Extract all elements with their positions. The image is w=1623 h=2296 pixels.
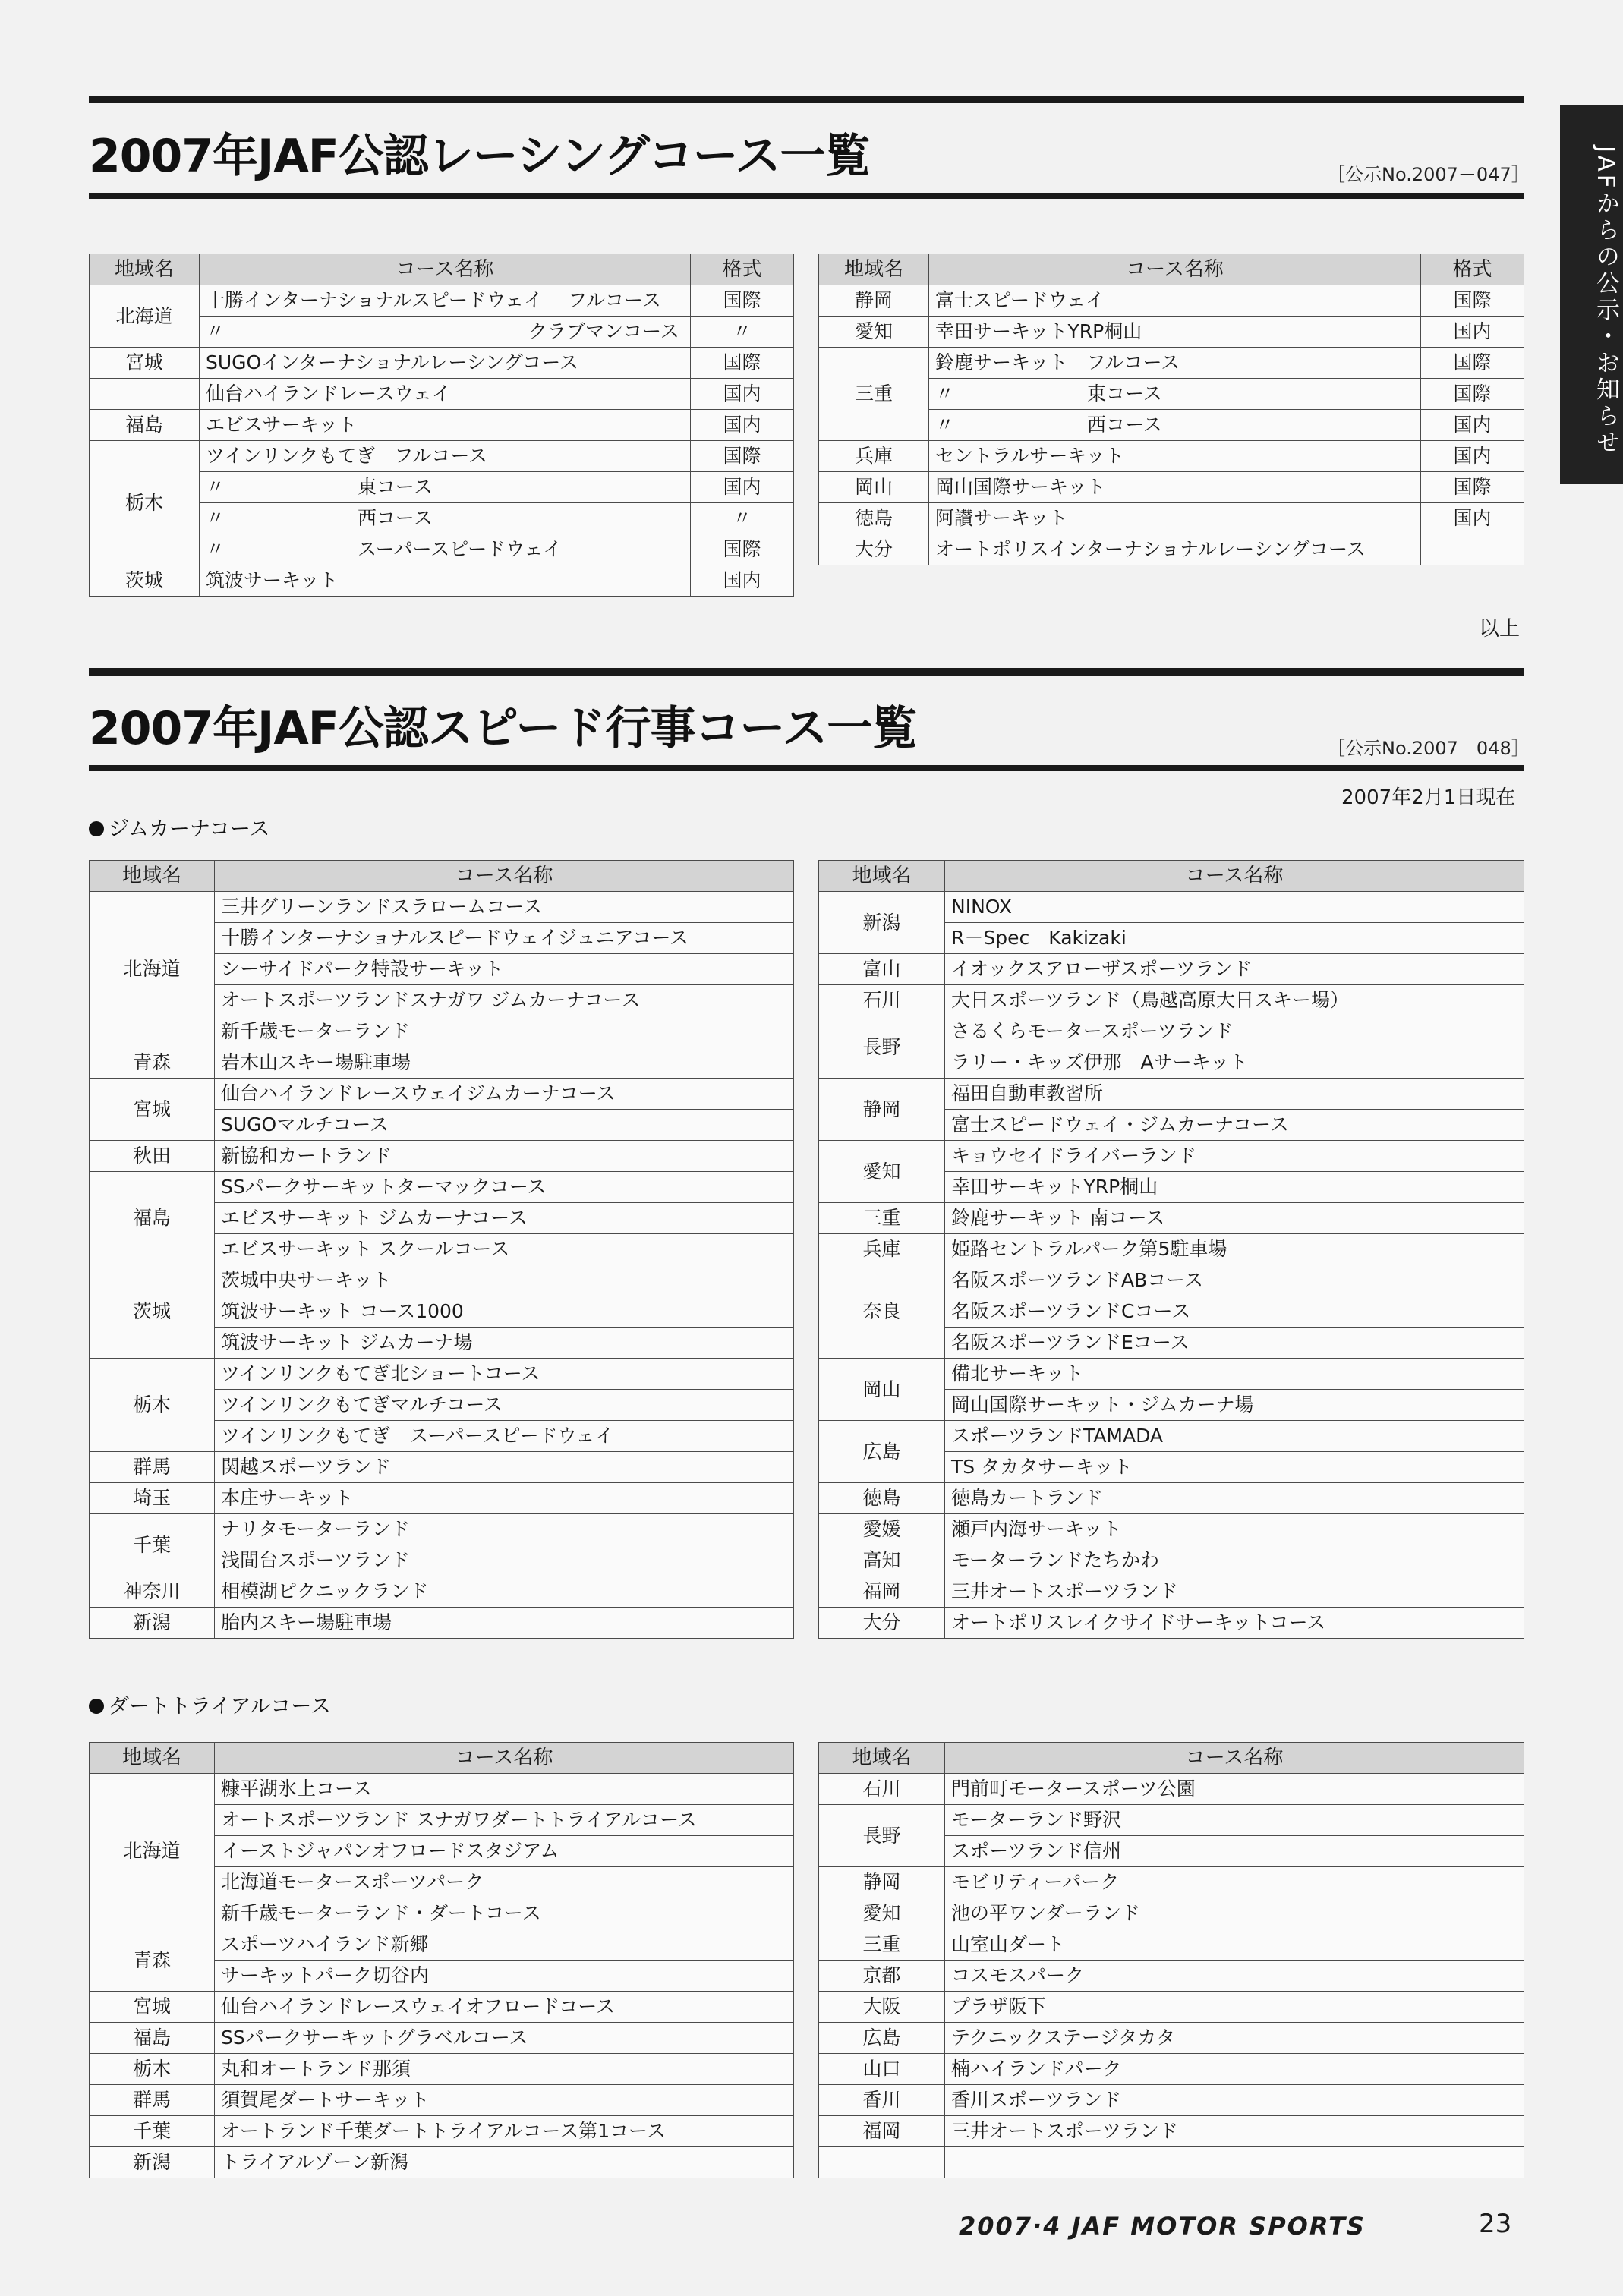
region-cell: 青森 bbox=[90, 1929, 215, 1992]
table-row bbox=[819, 1234, 1524, 1265]
region-cell: 福島 bbox=[90, 1172, 215, 1265]
course-name-cell: 名阪スポーツランドCコース bbox=[945, 1296, 1524, 1328]
course-name-cell: モーターランド野沢 bbox=[945, 1805, 1524, 1836]
table-row bbox=[819, 1421, 1524, 1452]
course-name-cell: SSパークサーキットターマックコース bbox=[215, 1172, 794, 1203]
table-row bbox=[819, 1961, 1524, 1992]
column-header: 地域名 bbox=[90, 254, 200, 285]
course-name-cell: R－Spec Kakizaki bbox=[945, 923, 1524, 954]
format-cell: 国際 bbox=[1421, 472, 1524, 503]
column-header: 地域名 bbox=[90, 1743, 215, 1774]
page-number: 23 bbox=[1479, 2209, 1512, 2239]
course-name-cell: 大日スポーツランド（鳥越高原大日スキー場） bbox=[945, 985, 1524, 1016]
region-cell: 北海道 bbox=[90, 892, 215, 1047]
region-cell: 香川 bbox=[819, 2085, 945, 2116]
course-name-cell: スポーツランドTAMADA bbox=[945, 1421, 1524, 1452]
column-header: 格式 bbox=[1421, 254, 1524, 285]
ijou-text: 以上 bbox=[1479, 617, 1520, 641]
region-cell: 兵庫 bbox=[819, 1234, 945, 1265]
table-row bbox=[819, 2147, 1524, 2178]
course-name-cell: 幸田サーキットYRP桐山 bbox=[945, 1172, 1524, 1203]
course-name-cell: トライアルゾーン新潟 bbox=[215, 2147, 794, 2178]
gymkhana-heading bbox=[89, 812, 270, 842]
table-row bbox=[90, 285, 794, 317]
region-cell: 千葉 bbox=[90, 2116, 215, 2147]
format-cell: 国際 bbox=[691, 534, 794, 565]
region-cell: 北海道 bbox=[90, 1774, 215, 1929]
dirt-table-left bbox=[89, 1742, 794, 2178]
course-name-cell: 名阪スポーツランドEコース bbox=[945, 1328, 1524, 1359]
region-cell: 徳島 bbox=[819, 1483, 945, 1514]
region-cell: 長野 bbox=[819, 1016, 945, 1079]
course-name-cell: 本庄サーキット bbox=[215, 1483, 794, 1514]
format-cell: 国際 bbox=[1421, 348, 1524, 379]
region-cell: 大分 bbox=[819, 1608, 945, 1639]
table-row bbox=[90, 1992, 794, 2023]
course-name-cell: 胎内スキー場駐車場 bbox=[215, 1608, 794, 1639]
table-header-row bbox=[90, 254, 794, 285]
course-name-cell: 仙台ハイランドレースウェイオフロードコース bbox=[215, 1992, 794, 2023]
region-cell: 奈良 bbox=[819, 1265, 945, 1359]
section2-bottom-rule bbox=[89, 765, 1524, 771]
column-header: コース名称 bbox=[929, 254, 1421, 285]
region-cell: 三重 bbox=[819, 1203, 945, 1234]
region-cell: 広島 bbox=[819, 2023, 945, 2054]
course-name-cell: 丸和オートランド那須 bbox=[215, 2054, 794, 2085]
table-row bbox=[90, 1514, 794, 1545]
table-row bbox=[819, 1992, 1524, 2023]
table-row bbox=[819, 1576, 1524, 1608]
course-name-cell: オートポリスレイクサイドサーキットコース bbox=[945, 1608, 1524, 1639]
column-header: コース名称 bbox=[945, 1743, 1524, 1774]
table-row bbox=[819, 1141, 1524, 1172]
region-cell bbox=[90, 379, 200, 410]
region-cell: 愛知 bbox=[819, 317, 929, 348]
gymkhana-table-right bbox=[818, 860, 1524, 1639]
region-cell: 愛知 bbox=[819, 1898, 945, 1929]
region-cell: 静岡 bbox=[819, 1079, 945, 1141]
region-cell: 徳島 bbox=[819, 503, 929, 534]
region-cell: 三重 bbox=[819, 348, 929, 441]
course-name-cell: オートポリスインターナショナルレーシングコース bbox=[929, 534, 1421, 565]
course-name-cell: エビスサーキット スクールコース bbox=[215, 1234, 794, 1265]
course-name-cell: ツインリンクもてぎ フルコース bbox=[200, 441, 691, 472]
table-row bbox=[819, 2085, 1524, 2116]
table-row bbox=[819, 1016, 1524, 1047]
course-name-cell: オートランド千葉ダートトライアルコース第1コース bbox=[215, 2116, 794, 2147]
region-cell: 愛知 bbox=[819, 1141, 945, 1203]
table-header-row bbox=[819, 1743, 1524, 1774]
table-row bbox=[90, 1576, 794, 1608]
course-name-cell: 筑波サーキット ジムカーナ場 bbox=[215, 1328, 794, 1359]
table-row bbox=[90, 565, 794, 597]
course-name-cell: 仙台ハイランドレースウェイ bbox=[200, 379, 691, 410]
table-row bbox=[90, 1079, 794, 1110]
course-name-cell: 〃 クラブマンコース bbox=[200, 317, 691, 348]
course-name-cell: 池の平ワンダーランド bbox=[945, 1898, 1524, 1929]
table-row bbox=[90, 1483, 794, 1514]
region-cell: 福島 bbox=[90, 410, 200, 441]
column-header: コース名称 bbox=[215, 1743, 794, 1774]
course-name-cell: SUGOマルチコース bbox=[215, 1110, 794, 1141]
region-cell: 神奈川 bbox=[90, 1576, 215, 1608]
course-name-cell: 岡山国際サーキット・ジムカーナ場 bbox=[945, 1390, 1524, 1421]
region-cell: 埼玉 bbox=[90, 1483, 215, 1514]
racing-course-table-right bbox=[818, 254, 1524, 565]
course-name-cell: 相模湖ピクニックランド bbox=[215, 1576, 794, 1608]
course-name-cell: NINOX bbox=[945, 892, 1524, 923]
region-cell: 石川 bbox=[819, 985, 945, 1016]
side-tab: JAFからの公示・お知らせ bbox=[1560, 105, 1623, 484]
table-row bbox=[819, 472, 1524, 503]
course-name-cell: 山室山ダート bbox=[945, 1929, 1524, 1961]
gymkhana-table-left bbox=[89, 860, 794, 1639]
table-header-row bbox=[90, 1743, 794, 1774]
table-row bbox=[90, 892, 794, 923]
format-cell: 〃 bbox=[691, 317, 794, 348]
table-row bbox=[819, 285, 1524, 317]
course-name-cell: ツインリンクもてぎ北ショートコース bbox=[215, 1359, 794, 1390]
column-header: 地域名 bbox=[819, 1743, 945, 1774]
course-name-cell: 備北サーキット bbox=[945, 1359, 1524, 1390]
section1-notice: ［公示No.2007－047］ bbox=[1327, 164, 1530, 185]
region-cell: 岡山 bbox=[819, 472, 929, 503]
region-cell: 福岡 bbox=[819, 2116, 945, 2147]
course-name-cell: 筑波サーキット コース1000 bbox=[215, 1296, 794, 1328]
region-cell: 新潟 bbox=[90, 2147, 215, 2178]
course-name-cell: TS タカタサーキット bbox=[945, 1452, 1524, 1483]
column-header: 地域名 bbox=[819, 254, 929, 285]
course-name-cell: さるくらモータースポーツランド bbox=[945, 1016, 1524, 1047]
table-header-row bbox=[819, 254, 1524, 285]
course-name-cell: イオックスアローザスポーツランド bbox=[945, 954, 1524, 985]
bullet-icon bbox=[89, 821, 104, 836]
course-name-cell: モビリティーパーク bbox=[945, 1867, 1524, 1898]
as-of-date: 2007年2月1日現在 bbox=[1341, 786, 1516, 809]
table-row bbox=[90, 1172, 794, 1203]
table-row bbox=[90, 1047, 794, 1079]
course-name-cell: 富士スピードウェイ・ジムカーナコース bbox=[945, 1110, 1524, 1141]
course-name-cell: 〃 西コース bbox=[929, 410, 1421, 441]
table-row bbox=[819, 2054, 1524, 2085]
table-row bbox=[90, 2054, 794, 2085]
region-cell: 宮城 bbox=[90, 348, 200, 379]
course-name-cell: 新協和カートランド bbox=[215, 1141, 794, 1172]
column-header: 地域名 bbox=[90, 861, 215, 892]
course-name-cell: 新千歳モーターランド bbox=[215, 1016, 794, 1047]
region-cell: 京都 bbox=[819, 1961, 945, 1992]
region-cell: 千葉 bbox=[90, 1514, 215, 1576]
region-cell: 新潟 bbox=[90, 1608, 215, 1639]
course-name-cell: 浅間台スポーツランド bbox=[215, 1545, 794, 1576]
table-row bbox=[819, 892, 1524, 923]
region-cell: 宮城 bbox=[90, 1992, 215, 2023]
section1-title: 2007年JAF公認レーシングコース一覧 bbox=[89, 130, 870, 183]
course-name-cell: 福田自動車教習所 bbox=[945, 1079, 1524, 1110]
region-cell: 三重 bbox=[819, 1929, 945, 1961]
region-cell: 青森 bbox=[90, 1047, 215, 1079]
course-name-cell: 〃 東コース bbox=[929, 379, 1421, 410]
table-row bbox=[90, 2147, 794, 2178]
region-cell: 茨城 bbox=[90, 565, 200, 597]
region-cell: 福岡 bbox=[819, 1576, 945, 1608]
table-row bbox=[819, 954, 1524, 985]
column-header: 格式 bbox=[691, 254, 794, 285]
course-name-cell: 富士スピードウェイ bbox=[929, 285, 1421, 317]
course-name-cell: ツインリンクもてぎマルチコース bbox=[215, 1390, 794, 1421]
bullet-icon bbox=[89, 1699, 104, 1714]
region-cell: 群馬 bbox=[90, 2085, 215, 2116]
course-name-cell: オートスポーツランドスナガワ ジムカーナコース bbox=[215, 985, 794, 1016]
dirt-table-right bbox=[818, 1742, 1524, 2178]
region-cell: 北海道 bbox=[90, 285, 200, 348]
course-name-cell: 十勝インターナショナルスピードウェイ フルコース bbox=[200, 285, 691, 317]
table-row bbox=[90, 1774, 794, 1805]
table-row bbox=[90, 441, 794, 472]
course-name-cell: 姫路セントラルパーク第5駐車場 bbox=[945, 1234, 1524, 1265]
format-cell: 国際 bbox=[691, 441, 794, 472]
region-cell: 栃木 bbox=[90, 1359, 215, 1452]
course-name-cell: 岩木山スキー場駐車場 bbox=[215, 1047, 794, 1079]
course-name-cell: イーストジャパンオフロードスタジアム bbox=[215, 1836, 794, 1867]
table-row bbox=[819, 1545, 1524, 1576]
course-name-cell: エビスサーキット ジムカーナコース bbox=[215, 1203, 794, 1234]
column-header: コース名称 bbox=[945, 861, 1524, 892]
region-cell: 広島 bbox=[819, 1421, 945, 1483]
table-row bbox=[819, 1867, 1524, 1898]
dirt-heading-label: ダートトライアルコース bbox=[109, 1695, 331, 1718]
table-row bbox=[90, 1929, 794, 1961]
format-cell: 国内 bbox=[691, 379, 794, 410]
course-name-cell: ナリタモーターランド bbox=[215, 1514, 794, 1545]
gymkhana-heading-label: ジムカーナコース bbox=[109, 817, 270, 841]
table-row bbox=[819, 441, 1524, 472]
course-name-cell: SSパークサーキットグラベルコース bbox=[215, 2023, 794, 2054]
course-name-cell: 〃 東コース bbox=[200, 472, 691, 503]
table-row bbox=[819, 1608, 1524, 1639]
table-row bbox=[90, 410, 794, 441]
region-cell: 栃木 bbox=[90, 441, 200, 565]
table-row bbox=[90, 1452, 794, 1483]
format-cell: 国際 bbox=[691, 348, 794, 379]
course-name-cell: 徳島カートランド bbox=[945, 1483, 1524, 1514]
format-cell bbox=[1421, 534, 1524, 565]
table-row bbox=[819, 1265, 1524, 1296]
course-name-cell: 香川スポーツランド bbox=[945, 2085, 1524, 2116]
table-row bbox=[819, 1898, 1524, 1929]
table-row bbox=[90, 2023, 794, 2054]
course-name-cell: エビスサーキット bbox=[200, 410, 691, 441]
course-name-cell: 三井グリーンランドスラロームコース bbox=[215, 892, 794, 923]
region-cell: 群馬 bbox=[90, 1452, 215, 1483]
course-name-cell: シーサイドパーク特設サーキット bbox=[215, 954, 794, 985]
course-name-cell: 門前町モータースポーツ公園 bbox=[945, 1774, 1524, 1805]
section1-top-rule bbox=[89, 96, 1524, 103]
course-name-cell: コスモスパーク bbox=[945, 1961, 1524, 1992]
course-name-cell: 阿讃サーキット bbox=[929, 503, 1421, 534]
table-row bbox=[819, 317, 1524, 348]
table-row bbox=[90, 1359, 794, 1390]
course-name-cell: 〃 スーパースピードウェイ bbox=[200, 534, 691, 565]
table-header-row bbox=[90, 861, 794, 892]
region-cell: 茨城 bbox=[90, 1265, 215, 1359]
course-name-cell: セントラルサーキット bbox=[929, 441, 1421, 472]
table-row bbox=[819, 1774, 1524, 1805]
region-cell: 静岡 bbox=[819, 1867, 945, 1898]
region-cell: 福島 bbox=[90, 2023, 215, 2054]
region-cell: 静岡 bbox=[819, 285, 929, 317]
course-name-cell: 糠平湖氷上コース bbox=[215, 1774, 794, 1805]
course-name-cell: 幸田サーキットYRP桐山 bbox=[929, 317, 1421, 348]
region-cell: 愛媛 bbox=[819, 1514, 945, 1545]
region-cell: 秋田 bbox=[90, 1141, 215, 1172]
section2-top-rule bbox=[89, 668, 1524, 676]
course-name-cell: 茨城中央サーキット bbox=[215, 1265, 794, 1296]
course-name-cell: 関越スポーツランド bbox=[215, 1452, 794, 1483]
table-row bbox=[819, 503, 1524, 534]
table-row bbox=[90, 2116, 794, 2147]
table-row bbox=[90, 379, 794, 410]
course-name-cell: スポーツハイランド新郷 bbox=[215, 1929, 794, 1961]
table-row bbox=[90, 1141, 794, 1172]
format-cell: 国際 bbox=[1421, 379, 1524, 410]
racing-course-table-left bbox=[89, 254, 794, 597]
table-row bbox=[90, 2085, 794, 2116]
table-row bbox=[819, 1805, 1524, 1836]
table-row bbox=[819, 2116, 1524, 2147]
course-name-cell: スポーツランド信州 bbox=[945, 1836, 1524, 1867]
format-cell: 国内 bbox=[1421, 317, 1524, 348]
column-header: 地域名 bbox=[819, 861, 945, 892]
format-cell: 国内 bbox=[691, 472, 794, 503]
course-name-cell: 鈴鹿サーキット 南コース bbox=[945, 1203, 1524, 1234]
table-header-row bbox=[819, 861, 1524, 892]
table-row bbox=[819, 1359, 1524, 1390]
course-name-cell: 名阪スポーツランドABコース bbox=[945, 1265, 1524, 1296]
table-row bbox=[819, 2023, 1524, 2054]
section1-bottom-rule bbox=[89, 193, 1524, 199]
course-name-cell: テクニックステージタカタ bbox=[945, 2023, 1524, 2054]
table-row bbox=[819, 1929, 1524, 1961]
course-name-cell: 筑波サーキット bbox=[200, 565, 691, 597]
table-row bbox=[819, 1514, 1524, 1545]
course-name-cell: 三井オートスポーツランド bbox=[945, 1576, 1524, 1608]
course-name-cell: 〃 西コース bbox=[200, 503, 691, 534]
section2-notice: ［公示No.2007－048］ bbox=[1327, 738, 1530, 759]
table-row bbox=[819, 1203, 1524, 1234]
table-row bbox=[819, 348, 1524, 379]
course-name-cell: 瀬戸内海サーキット bbox=[945, 1514, 1524, 1545]
magazine-footer: 2007·4 JAF MOTOR SPORTS bbox=[959, 2212, 1366, 2241]
course-name-cell: キョウセイドライバーランド bbox=[945, 1141, 1524, 1172]
course-name-cell: 仙台ハイランドレースウェイジムカーナコース bbox=[215, 1079, 794, 1110]
course-name-cell: プラザ阪下 bbox=[945, 1992, 1524, 2023]
course-name-cell: SUGOインターナショナルレーシングコース bbox=[200, 348, 691, 379]
course-name-cell: ラリー・キッズ伊那 Aサーキット bbox=[945, 1047, 1524, 1079]
table-row bbox=[819, 1079, 1524, 1110]
format-cell: 国内 bbox=[1421, 503, 1524, 534]
region-cell: 岡山 bbox=[819, 1359, 945, 1421]
column-header: コース名称 bbox=[215, 861, 794, 892]
table-row bbox=[90, 1608, 794, 1639]
region-cell: 富山 bbox=[819, 954, 945, 985]
course-name-cell bbox=[945, 2147, 1524, 2178]
region-cell: 栃木 bbox=[90, 2054, 215, 2085]
course-name-cell: 十勝インターナショナルスピードウェイジュニアコース bbox=[215, 923, 794, 954]
course-name-cell: サーキットパーク切谷内 bbox=[215, 1961, 794, 1992]
format-cell: 国内 bbox=[1421, 410, 1524, 441]
region-cell: 大阪 bbox=[819, 1992, 945, 2023]
section2-title: 2007年JAF公認スピード行事コース一覧 bbox=[89, 702, 917, 755]
table-row bbox=[90, 1265, 794, 1296]
dirt-heading bbox=[89, 1690, 331, 1719]
region-cell: 石川 bbox=[819, 1774, 945, 1805]
region-cell: 兵庫 bbox=[819, 441, 929, 472]
region-cell: 高知 bbox=[819, 1545, 945, 1576]
table-row bbox=[90, 348, 794, 379]
region-cell: 新潟 bbox=[819, 892, 945, 954]
region-cell: 宮城 bbox=[90, 1079, 215, 1141]
region-cell: 大分 bbox=[819, 534, 929, 565]
course-name-cell: 三井オートスポーツランド bbox=[945, 2116, 1524, 2147]
region-cell: 長野 bbox=[819, 1805, 945, 1867]
column-header: コース名称 bbox=[200, 254, 691, 285]
region-cell: 山口 bbox=[819, 2054, 945, 2085]
course-name-cell: モーターランドたちかわ bbox=[945, 1545, 1524, 1576]
format-cell: 国内 bbox=[691, 410, 794, 441]
course-name-cell: 楠ハイランドパーク bbox=[945, 2054, 1524, 2085]
format-cell: 国際 bbox=[691, 285, 794, 317]
course-name-cell: 須賀尾ダートサーキット bbox=[215, 2085, 794, 2116]
table-row bbox=[819, 534, 1524, 565]
table-row bbox=[819, 1483, 1524, 1514]
course-name-cell: 岡山国際サーキット bbox=[929, 472, 1421, 503]
course-name-cell: 北海道モータースポーツパーク bbox=[215, 1867, 794, 1898]
course-name-cell: オートスポーツランド スナガワダートトライアルコース bbox=[215, 1805, 794, 1836]
table-row bbox=[819, 985, 1524, 1016]
format-cell: 国内 bbox=[691, 565, 794, 597]
format-cell: 国際 bbox=[1421, 285, 1524, 317]
course-name-cell: 新千歳モーターランド・ダートコース bbox=[215, 1898, 794, 1929]
format-cell: 国内 bbox=[1421, 441, 1524, 472]
format-cell: 〃 bbox=[691, 503, 794, 534]
course-name-cell: ツインリンクもてぎ スーパースピードウェイ bbox=[215, 1421, 794, 1452]
course-name-cell: 鈴鹿サーキット フルコース bbox=[929, 348, 1421, 379]
region-cell bbox=[819, 2147, 945, 2178]
